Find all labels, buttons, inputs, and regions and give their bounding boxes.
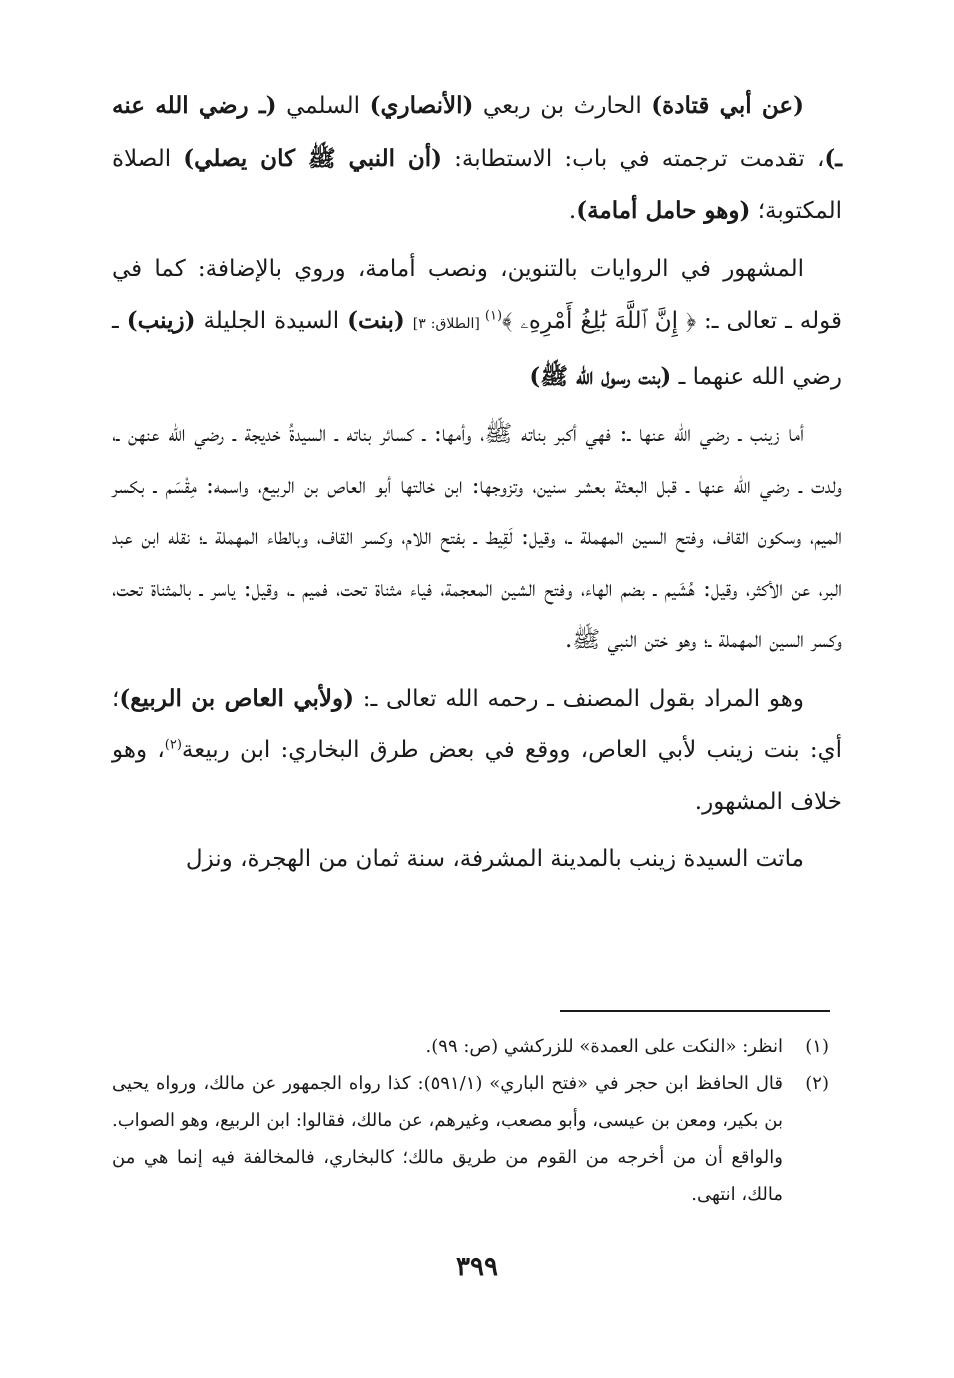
bold-phrase: (بنت) xyxy=(347,307,405,334)
footnote-text: قال الحافظ ابن حجر في «فتح الباري» (٥٩١/١): كذا رواه الجمهور عن مالك، ورواه يحيى بن بكير، ومعن بن عيسى، وأبو مصعب، وغيرهم، عن مالك، فقالوا: ابن الربيع، وهو الصواب. والواقع أن من أخرجه من القوم من طريق مالك؛ كالبخاري، فالمخالفة فيه إنما هي من مالك، انتهى. xyxy=(112,1073,783,1205)
bold-phrase: (بنت رسول الله ﷺ) xyxy=(529,362,672,390)
text-run: ، تقدمت ترجمته في باب: الاستطابة: xyxy=(442,145,825,172)
paragraph-5 xyxy=(112,834,842,886)
bold-phrase: (ـ رضي الله عنه ـ) xyxy=(112,92,843,172)
footnote-number: (١) xyxy=(805,1036,829,1057)
bold-phrase: (الأنصاري) xyxy=(369,92,474,119)
footnote-2 xyxy=(112,1065,837,1213)
bold-phrase: (ولأبي العاص بن الربيع) xyxy=(119,684,355,712)
text-run: الحارث بن ربعي xyxy=(473,93,652,119)
bold-phrase: (زينب) xyxy=(126,307,196,334)
paragraph-3 xyxy=(112,409,842,667)
text-run: الصلاة المكتوبة؛ xyxy=(112,145,842,224)
bold-phrase: (وهو حامل أمامة) xyxy=(576,197,751,224)
text-run: ماتت السيدة زينب بالمدينة المشرفة، سنة ثمان من الهجرة، ونزل xyxy=(185,846,804,872)
paragraph-2 xyxy=(112,244,842,404)
text-run: أما زينب ـ رضي الله عنها ـ: فهي أكبر بناته ﷺ، وأمها: ـ كسائر بناته ـ السيدةُ خديجة ـ رضي الله عنهن ـ، ولدت ـ رضي الله عنها ـ قبل البعثة بعشر سنين، وتزوجها: ابن خالتها أبو العاص بن الربيع، واسمه: مِقْسَم ـ بكسر الميم، وسكون القاف، وفتح السين المهملة ـ، وقيل: لَقِيط ـ بفتح اللام، وكسر القاف، وبالطاء المهملة ـ؛ نقله ابن عبد البر، عن الأكثر، وقيل: هُشَيم ـ بضم الهاء، وفتح الشين المعجمة، فياء مثناة تحت، فميم ـ، وقيل: ياسر ـ بالمثناة تحت، وكسر السين المهملة ـ؛ وهو ختن النبي ﷺ. xyxy=(112,421,842,653)
footnotes xyxy=(112,1028,837,1213)
text-run: السيدة الجليلة xyxy=(195,308,348,334)
paragraph-4 xyxy=(112,673,842,829)
footnote-text: انظر: «النكت على العمدة» للزركشي (ص: ٩٩). xyxy=(425,1036,783,1057)
footnote-divider xyxy=(560,1010,830,1012)
paragraph-1 xyxy=(112,80,842,238)
text-run: ؛ أي: بنت زينب لأبي العاص، ووقع في بعض طرق البخاري: ابن ربيعة xyxy=(112,685,842,763)
text-run: ـ رضي الله عنهما ـ xyxy=(112,308,842,390)
text-run xyxy=(405,308,413,334)
footnote-ref: (١) xyxy=(484,308,503,324)
text-run: وهو المراد بقول المصنف ـ رحمه الله تعالى ـ: xyxy=(354,685,804,712)
footnote-ref: (٢) xyxy=(164,737,182,753)
bold-phrase: (أن النبي ﷺ كان يصلي) xyxy=(183,144,443,172)
bold-phrase: (عن أبي قتادة) xyxy=(651,92,804,119)
text-run: ، وهو خلاف المشهور. xyxy=(112,737,842,815)
quran-reference: [الطلاق: ٣] xyxy=(412,316,485,332)
page-number: ٣٩٩ xyxy=(456,1252,498,1282)
footnote-1 xyxy=(112,1028,837,1065)
main-text xyxy=(112,80,842,892)
text-run: . xyxy=(568,198,577,224)
text-run: السلمي xyxy=(276,93,370,119)
footnote-number: (٢) xyxy=(805,1073,829,1094)
text-run: المشهور في الروايات بالتنوين، ونصب أمامة، وروي بالإضافة: كما في قوله ـ تعالى ـ: ﴿ إِنَّ ٱللَّهَ بَٰلِغُ أَمْرِهِۦ ﴾ xyxy=(112,255,842,334)
